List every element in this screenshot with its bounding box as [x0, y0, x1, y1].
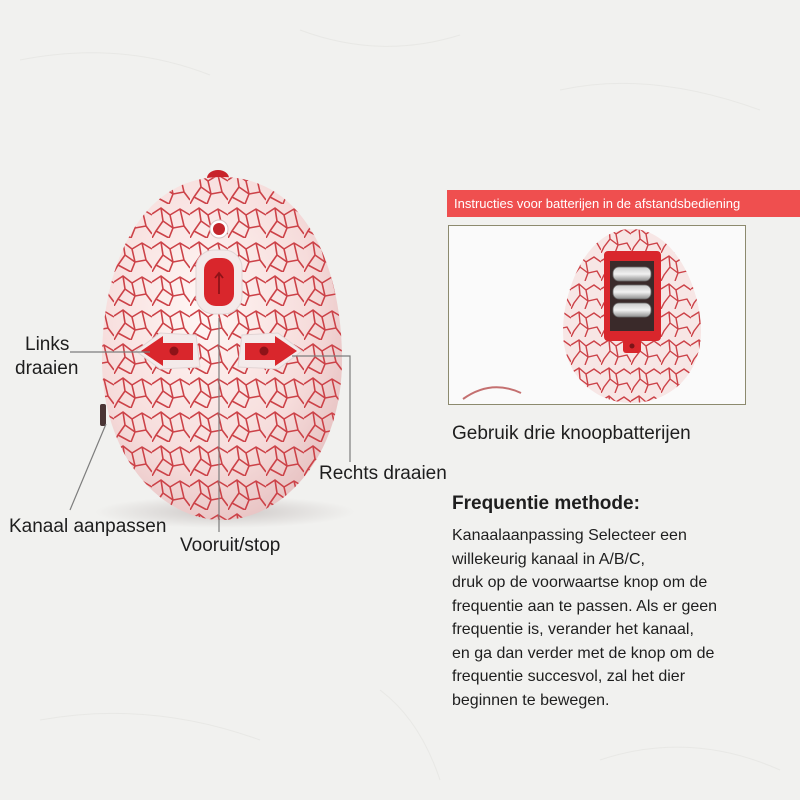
left-turn-label-line1: Links	[25, 334, 70, 355]
frequency-instructions	[452, 524, 797, 712]
frequency-line: druk op de voorwaartse knop om de	[452, 574, 708, 591]
frequency-line: frequentie succesvol, zal het dier	[452, 668, 686, 685]
frequency-line: beginnen te bewegen.	[452, 691, 610, 709]
battery-photo	[448, 225, 746, 405]
frequency-heading: Frequentie methode:	[452, 493, 640, 514]
frequency-line: en ga dan verder met de knop om de	[452, 644, 715, 662]
frequency-line: Kanaalaanpassing Selecteer een	[452, 527, 687, 544]
left-turn-label-line2: draaien	[15, 358, 79, 379]
forward-stop-label: Vooruit/stop	[180, 535, 281, 556]
frequency-line: frequentie aan te passen. Als er geen	[452, 597, 718, 615]
battery-caption: Gebruik drie knoopbatterijen	[452, 423, 691, 444]
right-turn-label: Rechts draaien	[319, 463, 447, 484]
frequency-line: willekeurig kanaal in A/B/C,	[452, 550, 645, 568]
battery-instructions-banner: Instructies voor batterijen in de afstandsbediening	[447, 190, 800, 217]
battery-compartment-icon	[449, 226, 746, 405]
frequency-line: frequentie is, verander het kanaal,	[452, 621, 694, 638]
channel-adjust-label: Kanaal aanpassen	[9, 516, 167, 537]
